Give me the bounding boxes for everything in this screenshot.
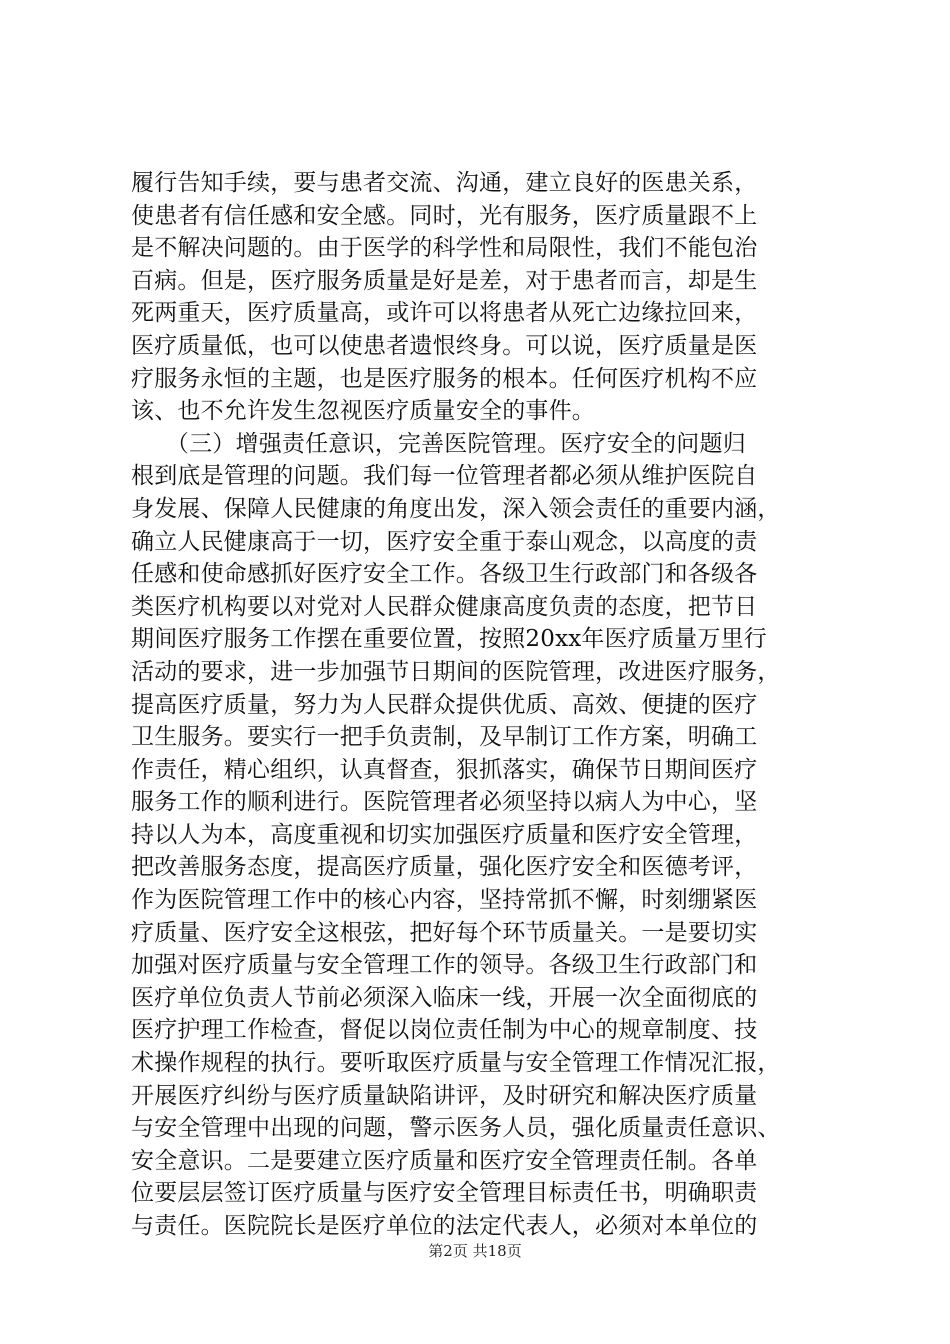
text-line: （三）增强责任意识，完善医院管理。医疗安全的问题归 [131, 430, 746, 457]
text-line: 期间医疗服务工作摆在重要位置，按照20xx年医疗质量万里行 [131, 626, 768, 653]
text-line: 持以人为本，高度重视和切实加强医疗质量和医疗安全管理， [131, 821, 758, 848]
text-line: 安全意识。二是要建立医疗质量和医疗安全管理责任制。各单 [131, 1147, 758, 1174]
text-line: 卫生服务。要实行一把手负责制，及早制订工作方案，明确工 [131, 724, 758, 751]
text-line: 医疗质量低，也可以使患者遗恨终身。可以说，医疗质量是医 [131, 332, 758, 359]
text-line: 确立人民健康高于一切，医疗安全重于泰山观念，以高度的责 [131, 528, 758, 555]
text-line: 根到底是管理的问题。我们每一位管理者都必须从维护医院自 [131, 463, 758, 490]
text-line: 服务工作的顺利进行。医院管理者必须坚持以病人为中心，坚 [131, 789, 758, 816]
text-line: 位要层层签订医疗质量与医疗安全管理目标责任书，明确职责 [131, 1180, 758, 1207]
text-line: 加强对医疗质量与安全管理工作的领导。各级卫生行政部门和 [131, 952, 758, 979]
text-line: 提高医疗质量，努力为人民群众提供优质、高效、便捷的医疗 [131, 691, 758, 718]
text-line: 任感和使命感抓好医疗安全工作。各级卫生行政部门和各级各 [131, 561, 758, 588]
text-line: 疗质量、医疗安全这根弦，把好每个环节质量关。一是要切实 [131, 919, 758, 946]
text-line: 百病。但是，医疗服务质量是好是差，对于患者而言，却是生 [131, 267, 758, 294]
text-line: 医疗单位负责人节前必须深入临床一线，开展一次全面彻底的 [131, 984, 758, 1011]
text-line: 医疗护理工作检查，督促以岗位责任制为中心的规章制度、技 [131, 1017, 758, 1044]
text-line: 与责任。医院院长是医疗单位的法定代表人，必须对本单位的 [131, 1213, 758, 1239]
text-line: 身发展、保障人民健康的角度出发，深入领会责任的重要内涵， [131, 495, 781, 522]
text-line: 使患者有信任感和安全感。同时，光有服务，医疗质量跟不上 [131, 202, 758, 229]
text-line: 开展医疗纠纷与医疗质量缺陷讲评，及时研究和解决医疗质量 [131, 1082, 758, 1109]
text-line: 把改善服务态度，提高医疗质量，强化医疗安全和医德考评， [131, 854, 758, 881]
text-line: 该、也不允许发生忽视医疗质量安全的事件。 [131, 398, 595, 425]
text-line: 与安全管理中出现的问题，警示医务人员，强化质量责任意识、 [131, 1115, 781, 1142]
page-number-footer: 第2页 共18页 [428, 1242, 522, 1260]
text-line: 履行告知手续，要与患者交流、沟通，建立良好的医患关系， [131, 170, 758, 196]
text-line: 作为医院管理工作中的核心内容，坚持常抓不懈，时刻绷紧医 [131, 887, 758, 914]
text-line: 疗服务永恒的主题，也是医疗服务的根本。任何医疗机构不应 [131, 365, 758, 392]
text-line: 是不解决问题的。由于医学的科学性和局限性，我们不能包治 [131, 235, 758, 262]
text-line: 死两重天，医疗质量高，或许可以将患者从死亡边缘拉回来， [131, 300, 758, 327]
text-line: 作责任，精心组织，认真督查，狠抓落实，确保节日期间医疗 [131, 756, 758, 783]
body-text [131, 167, 831, 1243]
text-line: 类医疗机构要以对党对人民群众健康高度负责的态度，把节日 [131, 593, 758, 620]
text-line: 活动的要求，进一步加强节日期间的医院管理，改进医疗服务， [131, 658, 781, 685]
text-line: 术操作规程的执行。要听取医疗质量与安全管理工作情况汇报， [131, 1050, 781, 1077]
